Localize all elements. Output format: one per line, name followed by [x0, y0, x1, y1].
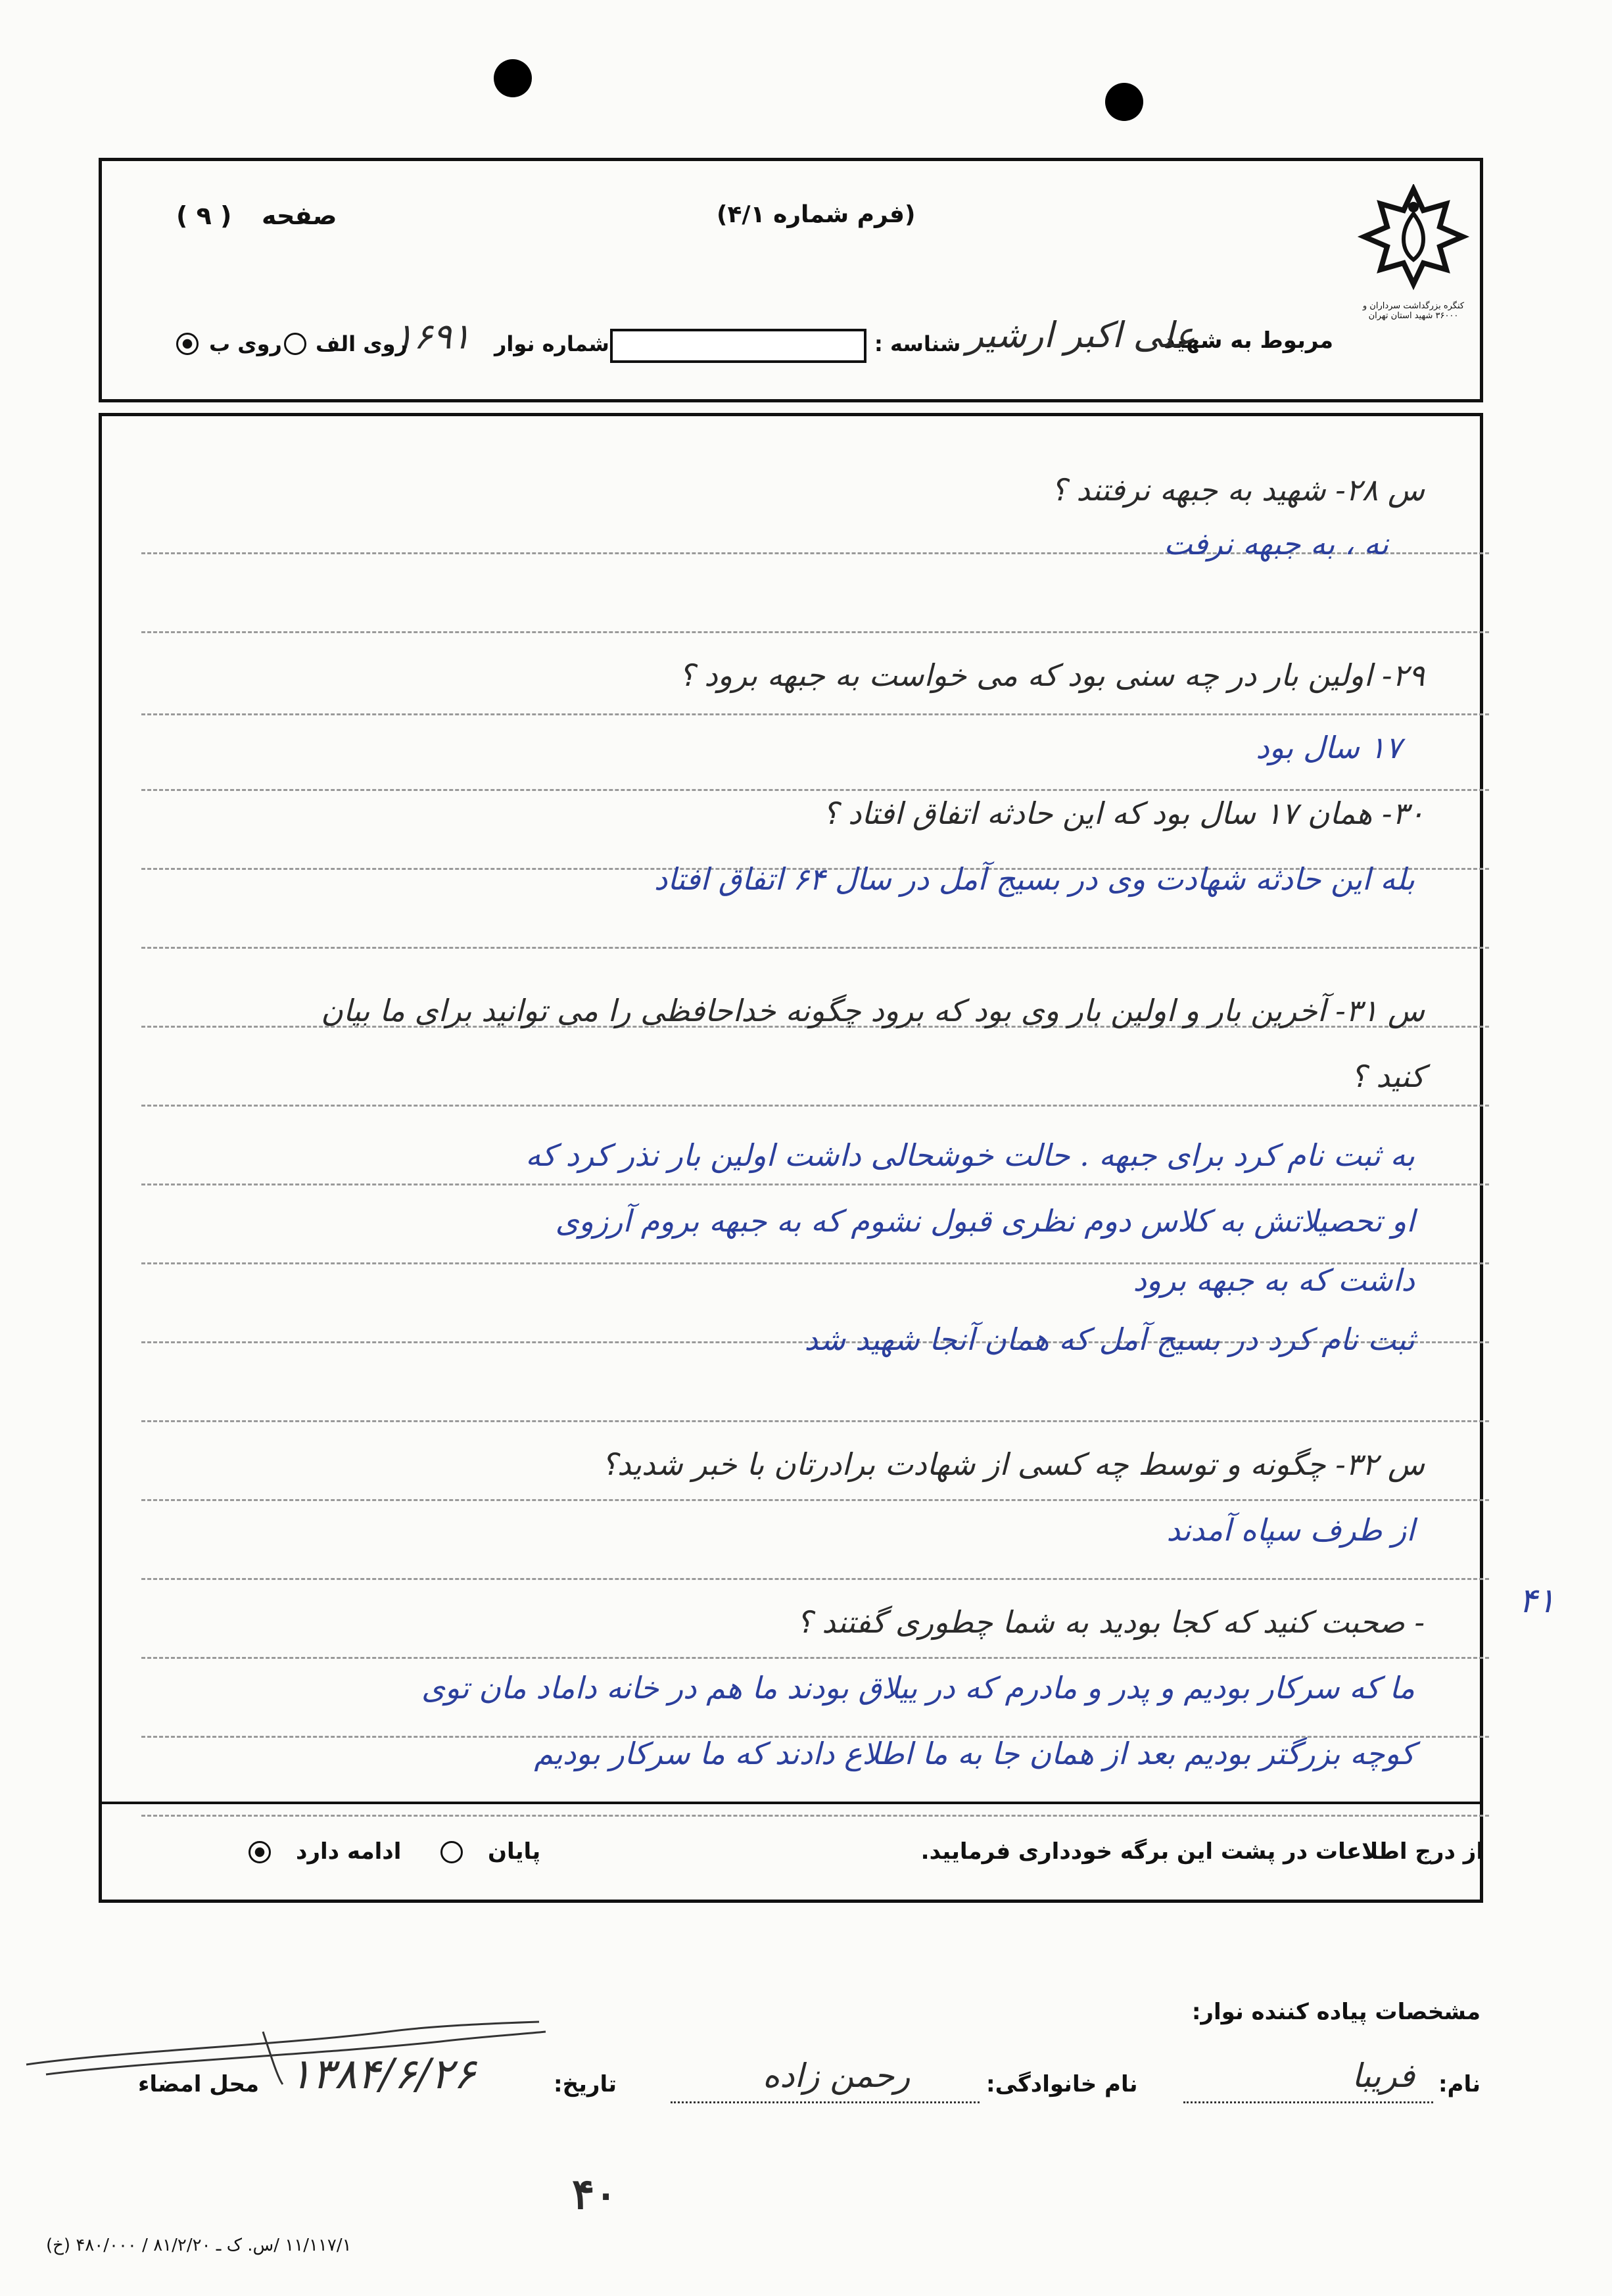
page-total: ۴۰: [572, 2170, 617, 2219]
ruled-line: [141, 1105, 1489, 1107]
punch-hole-right: [1105, 83, 1143, 121]
print-code: ۱۱/۱۱۷/۱ /س. ک ـ ۸۱/۲/۲۰ / ۴۸۰/۰۰۰ (خ): [46, 2236, 352, 2255]
ruled-line: [141, 1184, 1489, 1185]
ruled-line: [141, 1420, 1489, 1422]
answer-line: او تحصیلاتش به کلاس دوم نظری قبول نشوم که به جبهه بروم آرزوی: [555, 1203, 1415, 1239]
related-martyr-label: مربوط به شهید: [1164, 327, 1334, 354]
question-line: س ۲۸- شهید به جبهه نرفتند ؟: [1051, 472, 1425, 508]
body-footer-divider: [99, 1802, 1483, 1804]
question-line: ۳۰- همان ۱۷ سال بود که این حادثه اتفاق افتاد ؟: [822, 796, 1425, 831]
page-label: صفحه: [262, 201, 337, 230]
family-underline: [671, 2101, 980, 2103]
answer-line: به ثبت نام کرد برای جبهه . حالت خوشحالی داشت اولین بار نذر کرد که: [525, 1137, 1415, 1173]
ruled-line: [141, 1815, 1489, 1817]
answer-line: از طرف سپاه آمدند: [1166, 1512, 1415, 1548]
date-label: تاریخ:: [554, 2071, 617, 2097]
header-frame: [99, 158, 1483, 402]
answer-line: ما که سرکار بودیم و پدر و مادرم که در ییلاق بودند ما هم در خانه داماد مان توی: [421, 1670, 1415, 1706]
martyr-name: علی اکبر ارشیر: [966, 314, 1196, 356]
family-value: رحمن زاده: [763, 2057, 911, 2095]
organization-logo: [1354, 184, 1473, 342]
question-line: - صحبت کنید که کجا بودید به شما چطوری گفتند ؟: [796, 1604, 1425, 1640]
question-line: ۲۹- اولین بار در چه سنی بود که می خواست به جبهه برود ؟: [678, 658, 1425, 693]
notice-text: از درج اطلاعات در پشت این برگه خودداری فرمایید.: [920, 1838, 1484, 1865]
signature-scribble: [20, 2005, 559, 2091]
transcriber-title: مشخصات پیاده کننده نوار:: [1191, 1999, 1481, 2025]
continues-label: ادامه دارد: [296, 1838, 402, 1865]
logo-emblem-icon: [1354, 184, 1473, 296]
continues-checkbox[interactable]: [249, 1841, 271, 1863]
side-b-checkbox[interactable]: [176, 333, 199, 355]
end-label: پایان: [488, 1838, 541, 1865]
side-a-checkbox[interactable]: [284, 333, 306, 355]
answer-line: ۱۷ سال بود: [1256, 730, 1402, 765]
id-label: شناسه :: [874, 331, 961, 356]
answer-line: کوچه بزرگتر بودیم بعد از همان جا به ما اطلاع دادند که ما سرکار بودیم: [534, 1736, 1415, 1771]
signature-label: محل امضاء: [138, 2071, 260, 2097]
answer-line: نه ، به جبهه نرفت: [1164, 526, 1388, 562]
ruled-line: [141, 1657, 1489, 1659]
question-line: س ۳۲- چگونه و توسط چه کسی از شهادت برادرتان با خبر شدید؟: [601, 1447, 1425, 1482]
ruled-line: [141, 713, 1489, 715]
page-number: ( ۹ ): [176, 201, 232, 230]
name-underline: [1183, 2101, 1433, 2103]
logo-caption: کنگره بزرگداشت سرداران و ۳۶۰۰۰ شهید استان تهران: [1362, 301, 1465, 321]
ruled-line: [141, 947, 1489, 949]
tape-number: ۱۶۹۱: [394, 316, 471, 357]
name-label: نام:: [1438, 2071, 1481, 2097]
id-field[interactable]: [610, 329, 866, 363]
ruled-line: [141, 789, 1489, 791]
family-label: نام خانوادگی:: [986, 2071, 1138, 2097]
question-line: کنید ؟: [1350, 1059, 1425, 1094]
name-value: فریبا: [1352, 2057, 1415, 2095]
answer-line: داشت که به جبهه برود: [1133, 1262, 1415, 1298]
form-number: (فرم شماره ۴/۱): [717, 201, 916, 228]
side-a-label: روی الف: [316, 331, 408, 356]
ruled-line: [141, 1499, 1489, 1501]
margin-number: ۴۱: [1519, 1581, 1555, 1621]
question-line: س ۳۱- آخرین بار و اولین بار وی بود که برود چگونه خداحافظی را می توانید برای ما بیان: [321, 993, 1425, 1028]
date-value: ۱۳۸۴/۶/۲۶: [289, 2050, 476, 2099]
side-b-label: روی ب: [209, 331, 282, 356]
ruled-line: [141, 631, 1489, 633]
punch-hole-left: [494, 59, 532, 97]
ruled-line: [141, 1578, 1489, 1580]
end-checkbox[interactable]: [440, 1841, 463, 1863]
tape-number-label: شماره نوار: [494, 331, 609, 356]
answer-line: ثبت نام کرد در بسیج آمل که همان آنجا شهید شد: [804, 1322, 1415, 1357]
answer-line: بله این حادثه شهادت وی در بسیج آمل در سال ۶۴ اتفاق افتاد: [653, 861, 1415, 897]
